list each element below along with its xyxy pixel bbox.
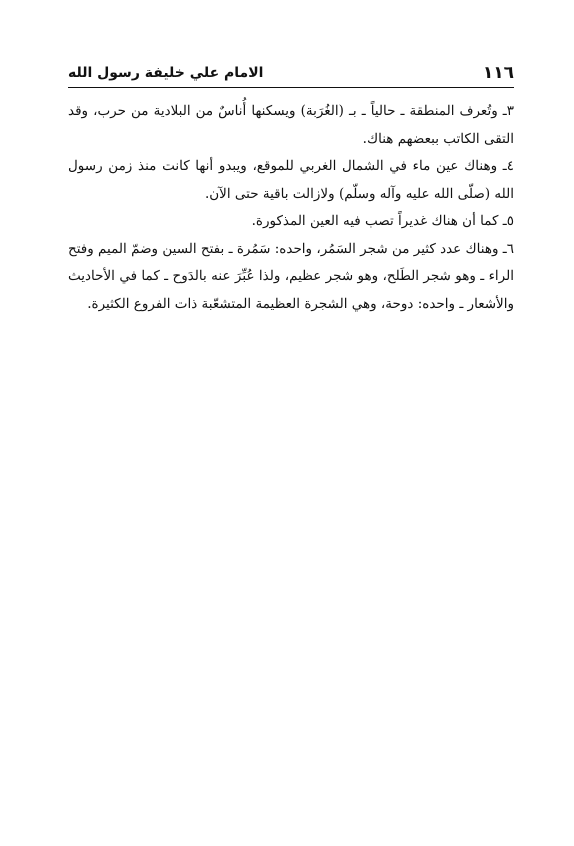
note-paragraph: ٥ـ كما أن هناك غديراً تصب فيه العين المذكورة.: [251, 213, 514, 229]
note-paragraph: ٤ـ وهناك عين ماء في الشمال الغربي للموقع، ويبدو أنها كانت منذ زمن رسول الله (صلّى الله عليه وآله وسلّم) ولازالت باقية حتى الآن.: [68, 158, 514, 202]
note-paragraph: ٦ـ وهناك عدد كثير من شجر السَمُر، واحده: سَمُرة ـ بفتح السين وضمّ الميم وفتح الراء ـ وهو شجر الطَلح، وهو شجر عظيم، ولذا عُبِّرَ عنه بالدَوح ـ كما في الأحاديث والأشعار ـ واحده: دوحة، وهي الشجرة العظيمة المتشعّبة ذات الفروع الكثيرة.: [68, 240, 514, 312]
page-number: ١١٦: [482, 63, 514, 83]
header-rule: [68, 87, 514, 88]
page-header: [68, 60, 514, 88]
running-title: الامام علي خليفة رسول الله: [68, 65, 264, 81]
note-paragraph: ٣ـ وتُعرف المنطقة ـ حالياً ـ بـ (الغُرَبة) ويسكنها أُناسٌ من البلادية من حرب، وقد التقى الكاتب ببعضهم هناك.: [68, 103, 514, 147]
notes-body: [68, 98, 514, 318]
